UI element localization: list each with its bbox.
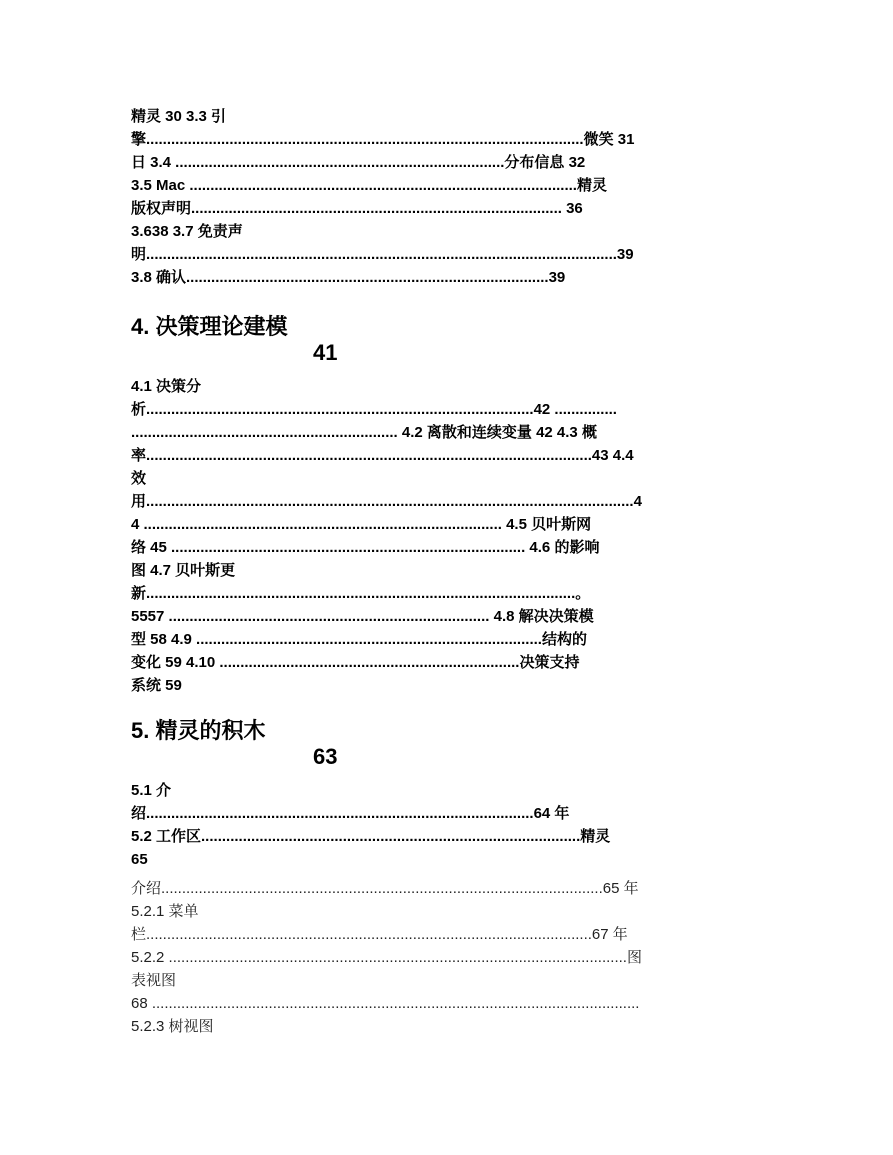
toc-line: 擎.........................................................................................................微笑 31 [131,131,635,148]
toc-line: 系统 59 [131,677,182,694]
toc-line: 68 ..................................................................................................................... [131,995,640,1012]
toc-line: 5.2.2 ..............................................................................................................图 [131,949,642,966]
toc-line: 绍.............................................................................................64 年 [131,805,570,822]
toc-line: 版权声明......................................................................................... 36 [131,200,583,217]
toc-line: 析.............................................................................................42 ............... [131,401,617,418]
toc-line: 65 [131,851,148,868]
toc-line: 5.2 工作区...........................................................................................精灵 [131,828,611,845]
section-page-number: 63 [313,744,338,769]
section-page-number: 41 [313,340,338,365]
toc-line: 效 [131,470,147,487]
toc-line: 日 3.4 ...............................................................................分布信息 32 [131,154,586,171]
toc-line: 新.......................................................................................................。 [131,585,591,602]
toc-line: ................................................................ 4.2 离散和连续变量 42 4.3 概 [131,424,597,441]
toc-line: 络 45 ..................................................................................... 4.6 的影响 [131,539,600,556]
toc-line: 4.1 决策分 [131,378,202,395]
toc-line: 变化 59 4.10 ........................................................................决策支持 [131,654,580,671]
toc-line: 5557 ............................................................................. 4.8 解决决策模 [131,608,594,625]
toc-line: 4 ...................................................................................... 4.5 贝叶斯网 [131,516,592,533]
toc-line: 5.1 介 [131,782,172,799]
toc-line: 介绍..........................................................................................................65 年 [131,880,639,897]
toc-line: 型 58 4.9 ...................................................................................结构的 [131,631,587,648]
toc-line: 表视图 [131,972,177,989]
toc-line: 3.638 3.7 免责声 [131,223,243,240]
toc-line: 3.5 Mac .............................................................................................精灵 [131,177,607,194]
toc-line: 5.2.3 树视图 [131,1018,214,1035]
toc-line: 栏...........................................................................................................67 年 [131,926,628,943]
toc-line: 图 4.7 贝叶斯更 [131,562,236,579]
toc-line: 率...........................................................................................................43 4.4 [131,447,634,464]
toc-line: 3.8 确认.......................................................................................39 [131,269,566,286]
section-heading: 5. 精灵的积木 [131,718,266,743]
toc-line: 用.....................................................................................................................4 [131,493,642,510]
toc-line: 精灵 30 3.3 引 [131,108,227,125]
toc-line: 5.2.1 菜单 [131,903,199,920]
toc-line: 明.................................................................................................................39 [131,246,634,263]
section-heading: 4. 决策理论建模 [131,314,288,339]
